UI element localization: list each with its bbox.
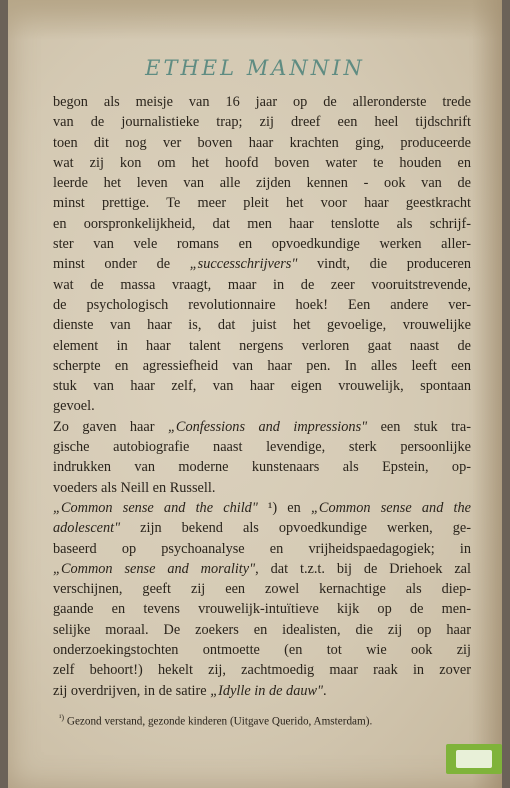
text-line: ster van vele romans en opvoedkundige werken aller- [53,236,471,253]
text-line: wat zij kon om het hoofd boven water te houden en [53,154,471,171]
text-line: adolescent" zijn bekend als opvoedkundige werken, ge- [53,520,471,537]
text-line: en oorspronkelijkheid, dat men haar tenslotte als schrijf- [53,215,471,232]
footnote-marker: ¹) [59,713,65,722]
footnote-text: Gezond verstand, gezonde kinderen (Uitgave Querido, Amsterdam). [66,715,373,728]
sticker-label [456,750,492,768]
text-line: element in haar talent nergens verloren gaat naast de [53,337,471,354]
price-sticker [446,744,502,774]
page-stain-right [472,0,502,788]
page-stain-top [8,0,502,40]
text-line: gische autobiografie naast levendige, sterk persoonlijke [53,439,471,456]
text-line: selijke moraal. De zoekers en idealisten, die zij op haar [53,621,471,638]
text-line: stuk van haar zelf, van haar eigen vrouwelijk, spontaan [53,378,471,395]
text-line: de psychologisch revolutionnaire hoek! Een andere ver- [53,296,471,313]
text-line: indrukken van moderne kunstenaars als Epstein, op- [53,459,471,476]
text-line: Zo gaven haar „Confessions and impressions" een stuk tra- [53,418,471,435]
text-line: onderzoekingstochten ontmoette (en tot wie ook zij [53,642,471,659]
text-line: zij overdrijven, in de satire „Idylle in de dauw". [53,682,327,699]
text-line: leerde het leven van alle zijden kennen - ook van de [53,175,471,192]
text-line: scherpte en agressiefheid van haar pen. In alles leeft een [53,357,471,374]
page-title: ETHEL MANNIN [145,56,365,80]
text-line: „Common sense and morality", dat t.z.t. bij de Driehoek zal [53,560,472,577]
text-line: wat de massa vraagt, maar in de zeer vooruitstrevende, [53,276,471,293]
book-page [8,0,502,788]
text-line: gaande en tevens vrouwelijk-intuïtieve kijk op de men- [53,601,471,618]
footnote [59,713,479,728]
text-line: „Common sense and the child" ¹) en „Common sense and the [53,499,472,516]
text-line: gevoel. [53,398,95,415]
text-line: begon als meisje van 16 jaar op de alleronderste trede [53,94,471,110]
text-line: baseerd op psychoanalyse en vrijheidspaedagogiek; in [53,540,471,557]
text-line: toen dit nog ver boven haar krachten ging, produceerde [53,134,471,151]
body-text [53,92,471,701]
text-line: verschijnen, geeft zij een zowel kernachtige als diep- [53,581,471,598]
text-line: minst onder de „successchrijvers" vindt, die produceren [53,256,471,273]
text-line: minst prettige. Te meer pleit het voor haar geestkracht [53,195,471,212]
text-line: zelf behoort!) hekelt zij, zachtmoedig maar raak in zover [53,662,471,679]
text-line: dienste van haar is, dat juist het gevoelige, vrouwelijke [53,317,471,334]
text-line: voeders als Neill en Russell. [53,479,216,496]
text-line: van de journalistieke trap; zij dreef een heel tijdschrift [53,114,471,131]
